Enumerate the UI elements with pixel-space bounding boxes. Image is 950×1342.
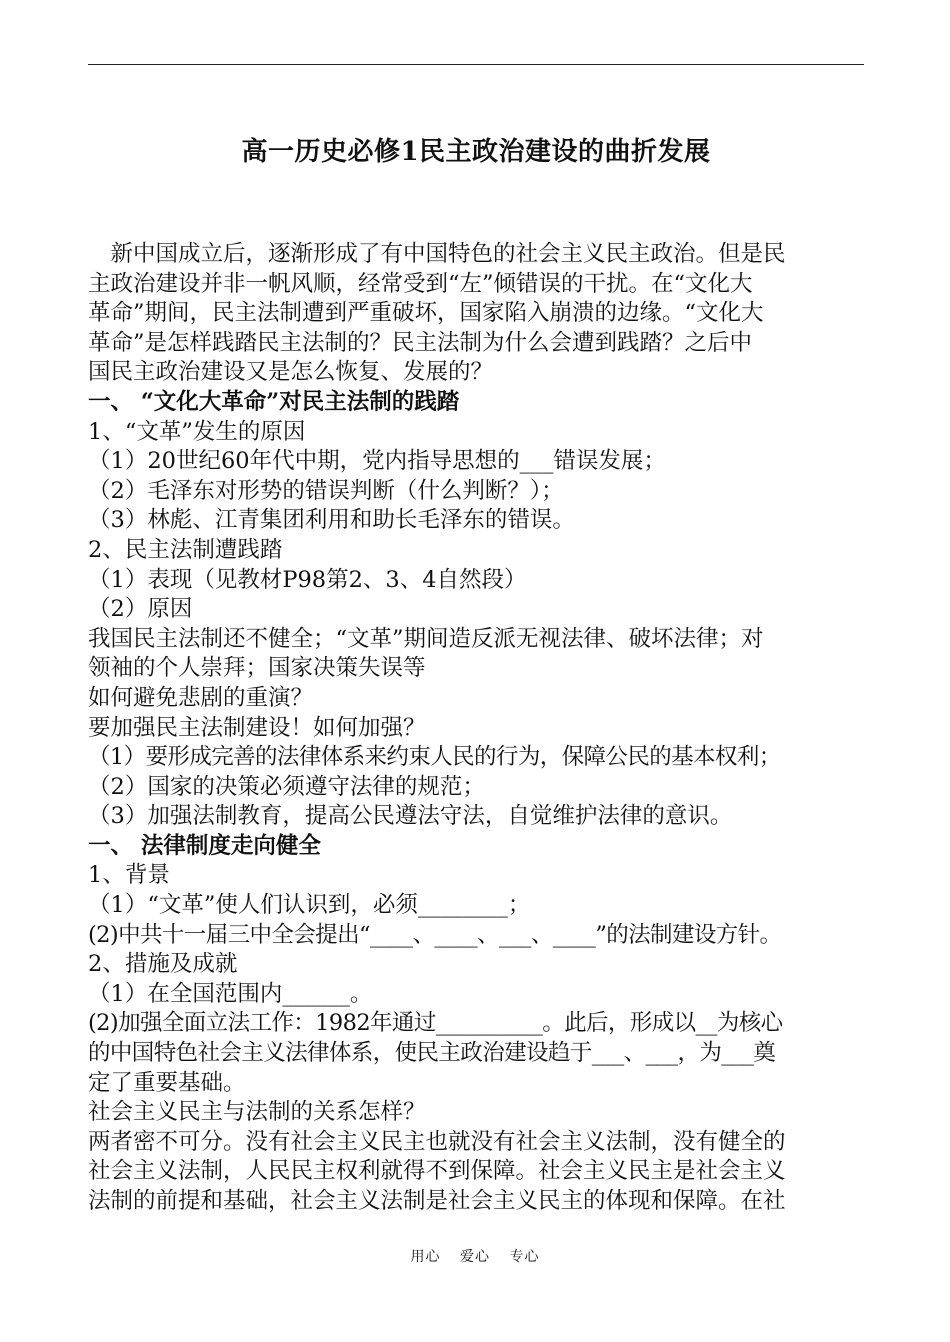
paragraph-line: 法制的前提和基础，社会主义法制是社会主义民主的体现和保障。在社 [88, 1188, 786, 1214]
footer-item: 用心 [410, 1249, 441, 1265]
paragraph-line: 两者密不可分。没有社会主义民主也就没有社会主义法制，没有健全的 [88, 1128, 786, 1155]
list-item: （2）国家的决策必须遵守法律的规范； [88, 773, 485, 800]
list-item: （1）要形成完善的法律体系来约束人民的行为，保障公民的基本权利； [88, 744, 781, 771]
paragraph-line: 领袖的个人崇拜；国家决策失误等 [88, 655, 426, 682]
paragraph-line: 我国民主法制还不健全；“文革”期间造反派无视法律、破坏法律；对 [88, 625, 764, 652]
list-item: （2）毛泽东对形势的错误判断（什么判断？）； [88, 477, 564, 504]
intro-line-5: 国民主政治建设又是怎么恢复、发展的？ [88, 359, 494, 386]
list-item: (2)加强全面立法工作：1982年通过__________。此后，形成以__为核心 [88, 1010, 783, 1037]
subheading-trampled: 2、民主法制遭践踏 [88, 536, 283, 563]
section-heading-1: 一、 “文化大革命”对民主法制的践踏 [88, 388, 460, 415]
intro-line-4: 革命”是怎样践踏民主法制的？民主法制为什么会遭到践踏？之后中 [88, 329, 753, 356]
subheading-causes: 1、“文革”发生的原因 [88, 418, 306, 445]
intro-line-3: 革命”期间，民主法制遭到严重破坏，国家陷入崩溃的边缘。“文化大 [88, 300, 764, 327]
intro-line-1: 新中国成立后，逐渐形成了有中国特色的社会主义民主政治。但是民 [88, 241, 786, 267]
list-item: （1）表现（见教材P98第2、3、4自然段） [88, 566, 527, 593]
paragraph-line: 定了重要基础。 [88, 1069, 246, 1096]
list-item: （3）加强法制教育，提高公民遵法守法，自觉维护法律的意识。 [88, 803, 733, 830]
list-item: （2）原因 [88, 596, 193, 623]
header-rule [88, 64, 864, 65]
page-title: 高一历史必修1民主政治建设的曲折发展 [241, 137, 711, 167]
subheading-background: 1、背景 [88, 862, 170, 889]
page-footer [0, 1247, 950, 1267]
footer-item: 专心 [509, 1249, 540, 1265]
footer-item: 爱心 [460, 1249, 490, 1265]
question-line: 社会主义民主与法制的关系怎样？ [88, 1099, 426, 1126]
subheading-measures: 2、措施及成就 [88, 951, 238, 978]
question-line: 要加强民主法制建设！如何加强？ [88, 714, 426, 741]
section-heading-2: 一、 法律制度走向健全 [88, 832, 321, 859]
paragraph-line: 社会主义法制，人民民主权利就得不到保障。社会主义民主是社会主义 [88, 1158, 786, 1185]
paragraph-line: 的中国特色社会主义法律体系，使民主政治建设趋于___、___，为___奠 [88, 1040, 776, 1067]
list-item: （1）“文革”使人们认识到，必须________； [88, 892, 531, 919]
list-item: (2)中共十一届三中全会提出“____、____、___、____”的法制建设方针。 [88, 921, 782, 948]
document-body [88, 240, 870, 1217]
question-line: 如何避免悲剧的重演？ [88, 684, 314, 711]
list-item: （1）20世纪60年代中期，党内指导思想的___错误发展； [88, 448, 666, 475]
list-item: （3）林彪、江青集团利用和助长毛泽东的错误。 [88, 507, 575, 534]
list-item: （1）在全国范围内______。 [88, 980, 373, 1007]
intro-line-2: 主政治建设并非一帆风顺，经常受到“左”倾错误的干扰。在“文化大 [88, 270, 753, 297]
